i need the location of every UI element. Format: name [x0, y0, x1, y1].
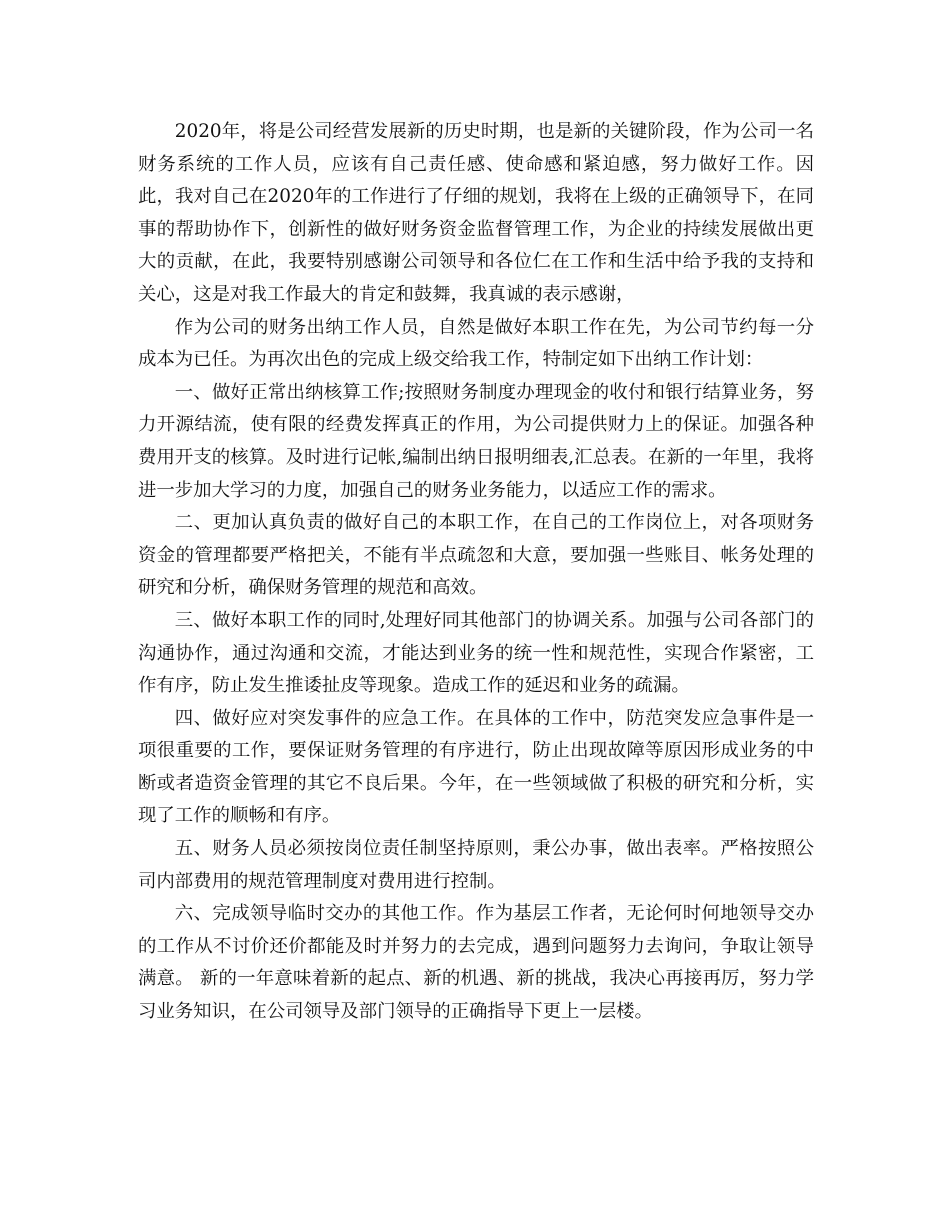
paragraph-item-6: 六、完成领导临时交办的其他工作。作为基层工作者，无论何时何地领导交办的工作从不讨价还价都能及时并努力的去完成，遇到问题努力去询问，争取让领导满意。 新的一年意味着新的起点、新的机遇、新的挑战，我决心再接再厉，努力学习业务知识，在公司领导及部门领导的正确指导下更上一层楼。 — [138, 903, 814, 1023]
document-body — [138, 116, 814, 1029]
paragraph-item-5: 五、财务人员必须按岗位责任制坚持原则，秉公办事，做出表率。严格按照公司内部费用的规范管理制度对费用进行控制。 — [138, 838, 814, 892]
paragraph-role: 作为公司的财务出纳工作人员，自然是做好本职工作在先，为公司节约每一分成本为已任。为再次出色的完成上级交给我工作，特制定如下出纳工作计划： — [138, 316, 814, 371]
paragraph-item-3: 三、做好本职工作的同时,处理好同其他部门的协调关系。加强与公司各部门的沟通协作，通过沟通和交流，才能达到业务的统一性和规范性，实现合作紧密，工作有序，防止发生推诿扯皮等现象。造成工作的延迟和业务的疏漏。 — [138, 609, 814, 697]
paragraph-intro: 2020年，将是公司经营发展新的历史时期，也是新的关键阶段，作为公司一名财务系统的工作人员，应该有自己责任感、使命感和紧迫感，努力做好工作。因此，我对自己在2020年的工作进行了仔细的规划，我将在上级的正确领导下，在同事的帮助协作下，创新性的做好财务资金监督管理工作，为企业的持续发展做出更大的贡献，在此，我要特别感谢公司领导和各位仁在工作和生活中给予我的支持和关心，这是对我工作最大的肯定和鼓舞，我真诚的表示感谢， — [138, 121, 814, 305]
paragraph-item-4: 四、做好应对突发事件的应急工作。在具体的工作中，防范突发应急事件是一项很重要的工作，要保证财务管理的有序进行，防止出现故障等原因形成业务的中断或者造资金管理的其它不良后果。今年，在一些领域做了积极的研究和分析，实现了工作的顺畅和有序。 — [138, 707, 814, 827]
paragraph-item-2: 二、更加认真负责的做好自己的本职工作，在自己的工作岗位上，对各项财务资金的管理都要严格把关，不能有半点疏忽和大意，要加强一些账目、帐务处理的研究和分析，确保财务管理的规范和高效。 — [138, 512, 814, 599]
paragraph-item-1: 一、做好正常出纳核算工作;按照财务制度办理现金的收付和银行结算业务，努力开源结流，使有限的经费发挥真正的作用，为公司提供财力上的保证。加强各种费用开支的核算。及时进行记帐,编制出纳日报明细表,汇总表。在新的一年里，我将进一步加大学习的力度，加强自己的财务业务能力，以适应工作的需求。 — [138, 381, 814, 501]
